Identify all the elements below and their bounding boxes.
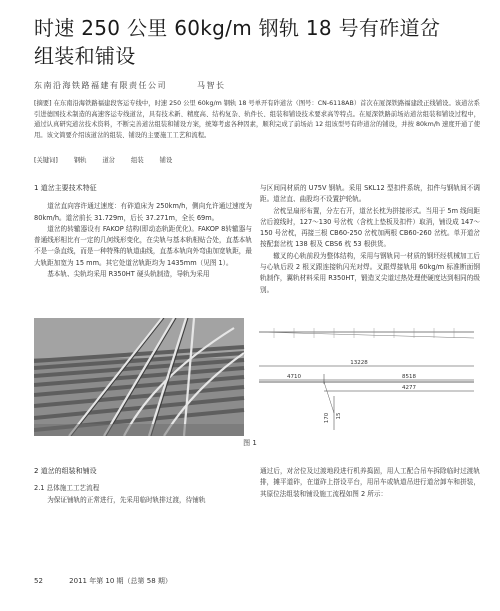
dim-sub: 4277 <box>402 385 416 391</box>
keyword: 道岔 <box>102 157 116 164</box>
page-number: 52 <box>34 577 43 585</box>
issue-info: 2011 年第 10 期（总第 58 期） <box>69 577 172 585</box>
keyword: 铺设 <box>159 157 173 164</box>
dim-total: 13228 <box>350 360 368 366</box>
paragraph: 通过后，对岔位及过渡地段进行机养捣固，用人工配合吊车拆除临时过渡轨排，摊平道砟，在道砟上搭设平台，用吊车或轨道吊进行道岔卸车和拼装，其原位法组装和铺设施工流程如图 2 所示： <box>260 467 480 498</box>
abstract <box>34 99 480 141</box>
paragraph: 基本轨、尖轨均采用 R350HT 硬头轨制造，导轨为采用 <box>47 270 210 279</box>
abstract-label: [摘要] <box>34 100 52 107</box>
figure-1 <box>34 318 480 436</box>
right-column <box>260 183 480 296</box>
keywords-label: [关键词] <box>34 157 58 164</box>
author-name: 马智长 <box>197 81 226 90</box>
left-column <box>34 183 252 280</box>
page-footer <box>34 576 196 586</box>
turnout-drawing <box>259 328 474 430</box>
paragraph: 道岔直向容许通过速度：有砟道床为 250km/h，侧向允许通过速度为 80km/h。道岔前长 31.729m，后长 37.271m，全长 69m。 <box>34 202 252 222</box>
paragraph: 为保证铺轨的正常进行，先采用临时轨排过渡，待铺轨 <box>47 495 206 504</box>
turnout-photo <box>34 318 244 436</box>
title-line-2: 组装和铺设 <box>34 44 136 68</box>
keywords <box>34 155 186 164</box>
right-column-lower <box>260 466 480 500</box>
section-1-heading: 1 道岔主要技术特征 <box>34 184 97 192</box>
author-organization: 东南沿海铁路福建有限责任公司 <box>34 81 167 90</box>
dim-right: 8518 <box>402 374 416 380</box>
dim-vertical-1: 170 <box>324 412 330 424</box>
subsection-2-1-heading: 2.1 总体施工工艺流程 <box>34 484 100 493</box>
paragraph: 与区间同材质的 U75V 钢轨。采用 SKL12 型扣件系统，扣件与钢轨间不调距。道岔直、曲股均不设置护轮轨。 <box>260 184 480 204</box>
keyword: 组装 <box>131 157 144 164</box>
left-column-lower <box>34 466 252 506</box>
keyword: 钢轨 <box>73 157 87 164</box>
dim-left: 4710 <box>287 374 301 380</box>
abstract-text: 在东南沿海铁路福建段客运专线中，时速 250 公里 60kg/m 钢轨 18 号单开有砟道岔（图号：CN-6118AB）首次在厦深铁路福建段正线铺设。该道岔系引进德国技术制造的高速客运专线道岔，具有技术新、精度高、结构复杂、轨件长、组装和铺设技术要求高等特点。在厦深铁路前场站道岔组装和铺设过程中，通过认真研究道岔技术资料，不断完善道岔组装和铺设方案，统筹考虑各种因素，顺利完成了前场站 12 组该型号有砟道岔的铺设，并按 80km/h 速度开通了使用。该文简要介绍该道岔的组装、铺设的主要施工工艺和流程。 <box>34 100 480 139</box>
article-title <box>34 14 474 70</box>
paragraph: 岔枕呈扇形布置，分左右开，道岔长枕为拼接形式。当用于 5m 线间距岔后渡线时，127～130 号岔枕（含枕上垫板及扣件）取消，铺设成 147～150 号岔枕，再接三根 CB60-250 岔枕加两根 CB60-260 岔枕。单开道岔按配套岔枕 138 根及 CBS6 枕 53 根供货。 <box>260 206 480 249</box>
title-line-1: 时速 250 公里 60kg/m 钢轨 18 号有砟道岔 <box>34 16 441 40</box>
paragraph: 辙叉的心轨前段为整体结构，采用与钢轨同一材质的钢坯经机械加工后与心轨后段 2 根叉跟连接轨闪光对焊。叉跟焊接轨用 60kg/m 标准断面钢轨制作，翼轨材料采用 R350HT，锻造叉尖道过热处理使硬度达到相同的级别。 <box>260 251 480 294</box>
author-line <box>34 80 252 91</box>
section-2-heading: 2 道岔的组装和铺设 <box>34 467 97 475</box>
dim-vertical-2: 15 <box>336 412 342 420</box>
figure-1-caption: 图 1 <box>243 439 257 447</box>
paragraph: 道岔的转辙器设有 FAKOP 结构(即动态轨距优化)。FAKOP 8转辙器与普通线形相比有一定的几何线形变化，在尖轨与基本轨相贴合处，直基本轨不是一条直线，而是一种特殊的轨道曲线，直基本轨向外弯曲加宽轨距，最大轨距加宽为 15 mm。其它处道岔轨距均为 1435mm（见图 1）。 <box>34 224 252 267</box>
